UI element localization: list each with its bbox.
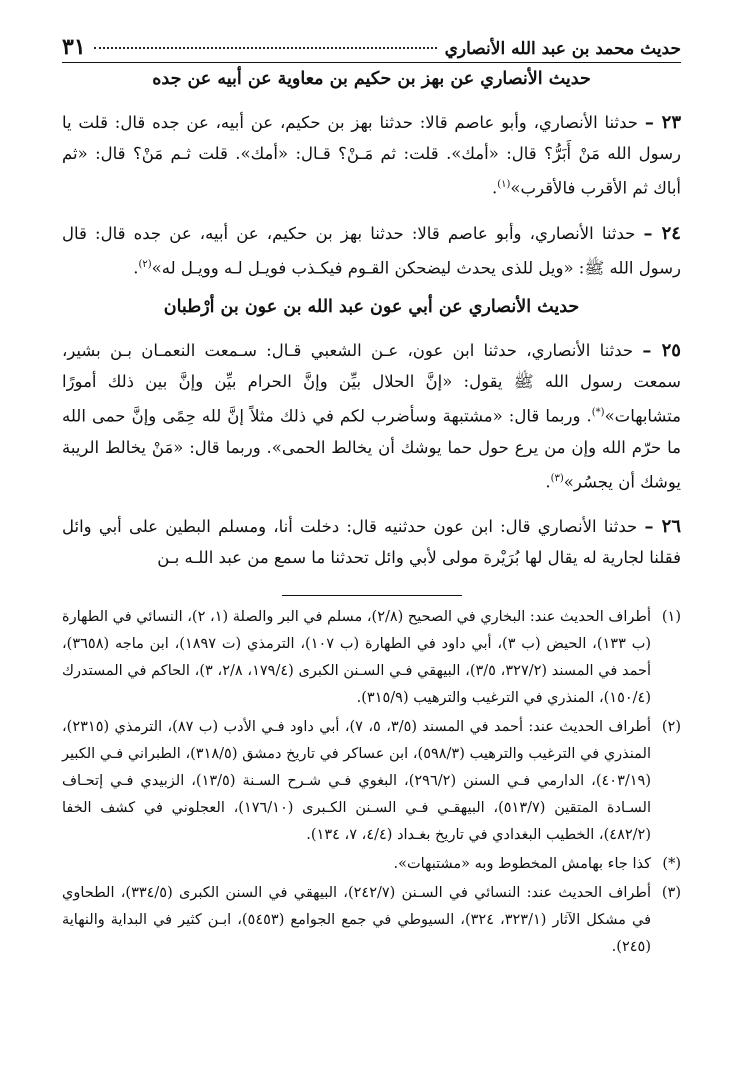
hadith-end: . <box>545 472 551 491</box>
hadith-text: حدثنا الأنصاري، وأبو عاصم قالا: حدثنا بهز بن حكيم، عن أبيه، عن جده قال: قلت يا رسول الله مَنْ أَبَرُّ؟ قال: «أمك». قلت: ثم مَـنْ؟ قـال: «أمك». قلت ثـم مَنْ؟ قال: «ثم أباك ثم الأقرب فالأقرب» <box>62 113 681 198</box>
footnote-number: (*) <box>662 856 681 872</box>
footnote-star <box>62 851 681 878</box>
running-head <box>62 34 681 63</box>
footnote-2 <box>62 714 681 849</box>
hadith-number: ٢٦ – <box>644 516 681 537</box>
footnote-divider <box>282 595 462 596</box>
hadith-end: . <box>491 178 498 198</box>
page-number: ٣١ <box>62 34 86 60</box>
section-heading: حديث الأنصاري عن أبي عون عبد الله بن عون بن أرْطبان <box>163 297 580 317</box>
hadith-number: ٢٣ – <box>644 112 682 133</box>
footnote-text: كذا جاء بهامش المخطوط وبه «مشتبهات». <box>393 856 651 872</box>
hadith-23 <box>62 107 681 204</box>
leader-dots <box>94 47 437 49</box>
footnote-text: أطراف الحديث عند: البخاري في الصحيح (٢/٨)، مسلم في البر والصلة (١، ٢)، النسائي في الطهارة (ب ١٣٣)، الحيض (ب ٣)، أبي داود في الطهارة (ب ١٠٧)، الترمذي (ت ١٨٩٧)، ابن ماجه (٣٦٥٨)، أحمد في المسند (٣٢٧/٢، ٣/٥)، البيهقي فـي السـنن الكبرى (١٧٩/٤، ٢/٨، ٣)، الحاكم في المستدرك (١٥٠/٤)، المنذري في الترغيب والترهيب (٣١٥/٩). <box>62 609 652 706</box>
running-title: حديث محمد بن عبد الله الأنصاري <box>444 39 681 59</box>
hadith-24 <box>62 218 681 284</box>
footnote-text: أطراف الحديث عند: أحمد في المسند (٣/٥، ٥، ٧)، أبي داود فـي الأدب (ب ٨٧)، الترمذي (٢٣١٥)، المنذري في الترغيب والترهيب (٥٩٨/٣)، ابن عساكر في تاريخ دمشق (٣١٨/٥)، الطبراني فـي الكبير (٤٠٣/١٩)، الدارمي فـي السنن (٢٩٦/٢)، البغوي فـي شـرح السـنة (١٣/٥)، الزبيدي فـي إتحـاف السـادة المتقين (٥١٣/٧)، البيهقـي فـي السـنن الكـبرى (١٧٦/١٠)، العجلوني في كشف الخفا (٤٨٢/٢)، الخطيب البغدادي في تاريخ بغـداد (٤/٤، ٧، ١٣٤). <box>62 719 651 843</box>
footnote-3 <box>62 880 681 961</box>
footnote-text: أطراف الحديث عند: النسائي في السـنن (٢٤٢/٧)، البيهقي في السنن الكبرى (٣٣٤/٥)، الطحاوي في مشكل الآثار (٣٢٣/١، ٣٢٤)، السيوطي في جمع الجوامع (٥٤٥٣)، ابـن كثير في البداية والنهاية (٢٤٥). <box>62 885 651 955</box>
footnote-ref: (٢) <box>138 258 152 270</box>
hadith-text: حدثنا الأنصاري، حدثنا ابن عون، عـن الشعبي قـال: سـمعت النعمـان بـن بشير، سمعت رسول الله ﷺ يقول: «إنَّ الحلال بيِّن وإنَّ الحرام بيِّن وإنَّ بين ذلك أمورًا متشابهات» <box>62 341 681 426</box>
hadith-26 <box>62 511 681 573</box>
hadith-text: . وربما قال: «مشتبهة وسأضرب لكم في ذلك مثلاً إنَّ لله حِمًى وإنَّ حمى الله ما حرّم الله وإن من يرع حول حما يوشك أن يخالط الحمى». وربما قال: «مَنْ يخالط الريبة يوشك أن يجسُر» <box>62 406 681 491</box>
footnote-number: (٢) <box>661 719 681 735</box>
hadith-end: . <box>133 258 139 277</box>
footnote-number: (١) <box>661 609 681 625</box>
footnote-ref: (٣) <box>550 472 564 484</box>
hadith-text: حدثنا الأنصاري، وأبو عاصم قالا: حدثنا بهز بن حكيم، عن أبيه، عن جده قال: قال رسول الله ﷺ: «ويل للذى يحدث ليضحكن القـوم فيكـذب فويـل لـه وويـل له» <box>62 223 681 277</box>
hadith-25 <box>62 335 681 497</box>
footnote-ref: (١) <box>497 179 511 190</box>
hadith-text: حدثنا الأنصاري قال: ابن عون حدثنيه قال: دخلت أنا، ومسلم البطين على أبي وائل فقلنا لجارية له يقال لها بُرَيْرة مولى لأبي وائل تحدثنا ما سمع من عبد اللـه بـن <box>62 517 681 567</box>
footnote-number: (٣) <box>661 885 681 901</box>
hadith-number: ٢٥ – <box>642 340 681 361</box>
marginal-mark: (*) <box>591 407 605 418</box>
footnotes <box>62 604 681 961</box>
footnote-1 <box>62 604 681 712</box>
section-heading: حديث الأنصاري عن بهز بن حكيم بن معاوية عن أبيه عن جده <box>152 69 591 89</box>
hadith-number: ٢٤ – <box>643 222 681 244</box>
